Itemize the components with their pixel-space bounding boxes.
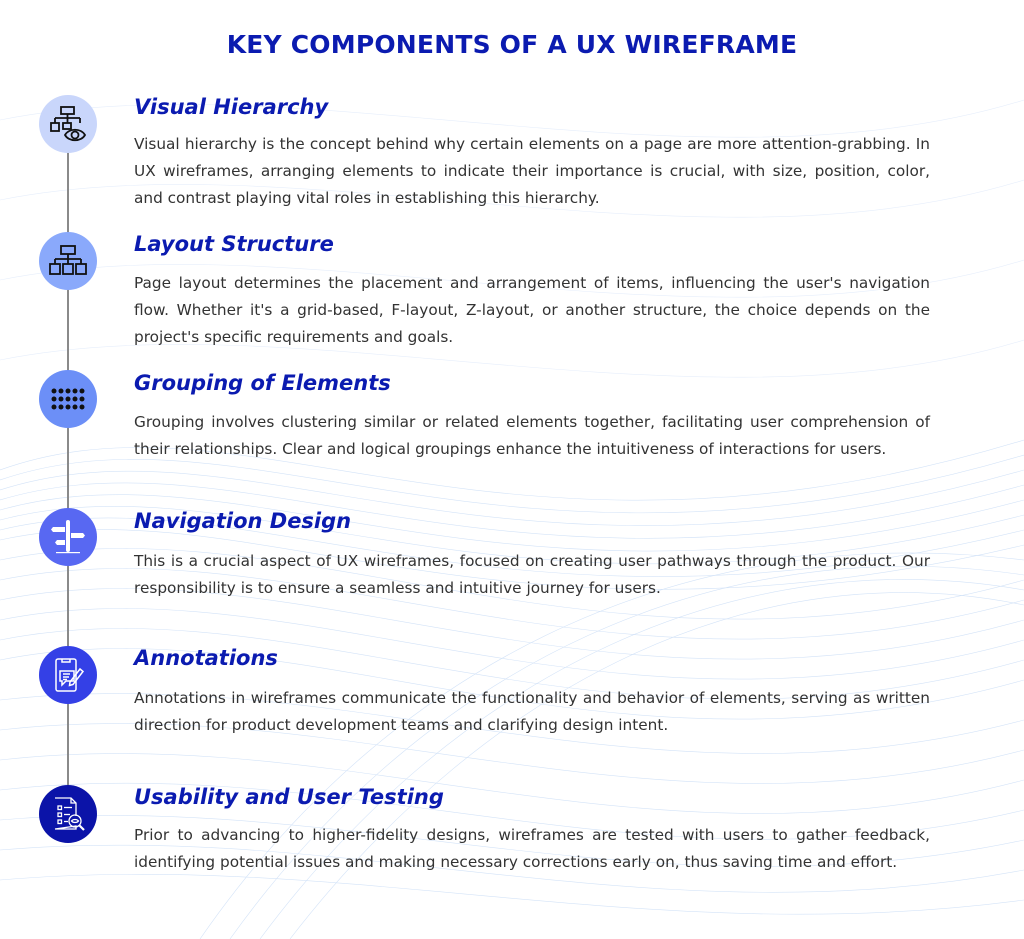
- item-heading: Layout Structure: [134, 232, 334, 256]
- clipboard-pen-icon: [48, 655, 88, 695]
- visual-hierarchy-icon-circle: [39, 95, 97, 153]
- page-title: KEY COMPONENTS OF A UX WIREFRAME: [226, 30, 798, 59]
- usability-testing-icon-circle: [39, 785, 97, 843]
- item-heading: Annotations: [134, 646, 278, 670]
- timeline-connector: [67, 124, 69, 814]
- item-description: Visual hierarchy is the concept behind why certain elements on a page are more attention-grabbing. In UX wireframes, arranging elements to indicate their importance is crucial, with size, position, color, and contrast playing vital roles in establishing this hierarchy.: [134, 135, 930, 207]
- checklist-magnifier-icon: [48, 794, 88, 834]
- item-heading: Visual Hierarchy: [134, 95, 329, 119]
- navigation-design-icon-circle: [39, 508, 97, 566]
- item-description: This is a crucial aspect of UX wireframes, focused on creating user pathways through the product. Our responsibility is to ensure a seamless and intuitive journey for users.: [134, 552, 930, 597]
- signpost-icon: [48, 517, 88, 557]
- item-description: Page layout determines the placement and arrangement of items, influencing the user's navigation flow. Whether it's a grid-based, F-layout, Z-layout, or another structure, the choice depends on the project's specific requirements and goals.: [134, 274, 930, 346]
- sitemap-eye-icon: [48, 104, 88, 144]
- item-description: Annotations in wireframes communicate the functionality and behavior of elements, serving as written direction for product development teams and clarifying design intent.: [134, 689, 930, 734]
- item-description: Grouping involves clustering similar or related elements together, facilitating user comprehension of their relationships. Clear and logical groupings enhance the intuitiveness of interactions for users.: [134, 413, 930, 458]
- grouping-elements-icon-circle: [39, 370, 97, 428]
- item-heading: Usability and User Testing: [134, 785, 444, 809]
- dot-grid-icon: [48, 379, 88, 419]
- sitemap-icon: [48, 241, 88, 281]
- item-description: Prior to advancing to higher-fidelity designs, wireframes are tested with users to gather feedback, identifying potential issues and making necessary corrections early on, thus saving time and effort.: [134, 826, 930, 871]
- layout-structure-icon-circle: [39, 232, 97, 290]
- item-heading: Navigation Design: [134, 509, 352, 533]
- item-heading: Grouping of Elements: [134, 371, 391, 395]
- annotations-icon-circle: [39, 646, 97, 704]
